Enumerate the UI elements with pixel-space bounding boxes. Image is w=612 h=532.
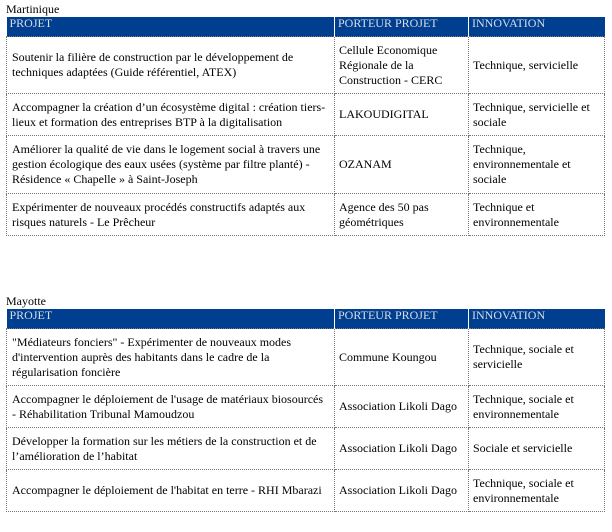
column-header-innovation: INNOVATION <box>469 309 605 329</box>
cell-porteur: Cellule Economique Régionale de la Construction - CERC <box>335 37 469 94</box>
cell-innovation: Technique, servicielle et sociale <box>469 94 605 136</box>
cell-innovation: Technique, sociale et servicielle <box>469 329 605 386</box>
cell-innovation: Technique, sociale et environnementale <box>469 470 605 512</box>
table-row <box>7 386 605 428</box>
cell-innovation: Technique, environnementale et sociale <box>469 136 605 194</box>
table-row <box>7 428 605 470</box>
cell-projet: Accompagner le déploiement de l'habitat en terre - RHI Mbarazi <box>7 470 335 512</box>
table-header-row <box>7 17 605 37</box>
section-title-martinique: Martinique <box>6 2 60 16</box>
projects-table-martinique <box>6 17 605 236</box>
table-row <box>7 94 605 136</box>
projects-table-mayotte <box>6 309 605 512</box>
cell-porteur: Agence des 50 pas géométriques <box>335 194 469 236</box>
column-header-projet: PROJET <box>7 17 335 37</box>
table-row <box>7 194 605 236</box>
cell-porteur: LAKOUDIGITAL <box>335 94 469 136</box>
cell-innovation: Technique et environnementale <box>469 194 605 236</box>
table-row <box>7 329 605 386</box>
column-header-porteur-projet: PORTEUR PROJET <box>335 17 469 37</box>
cell-projet: Accompagner la création d’un écosystème digital : création tiers-lieux et formation des entreprises BTP à la digitalisation <box>7 94 335 136</box>
cell-projet: Expérimenter de nouveaux procédés constructifs adaptés aux risques naturels - Le Prêcheur <box>7 194 335 236</box>
column-header-projet: PROJET <box>7 309 335 329</box>
cell-projet: Soutenir la filière de construction par le développement de techniques adaptées (Guide référentiel, ATEX) <box>7 37 335 94</box>
cell-porteur: Association Likoli Dago <box>335 386 469 428</box>
table-row <box>7 136 605 194</box>
cell-innovation: Technique, sociale et environnementale <box>469 386 605 428</box>
column-header-innovation: INNOVATION <box>469 17 605 37</box>
cell-projet: Accompagner le déploiement de l'usage de matériaux biosourcés - Réhabilitation Tribunal Mamoudzou <box>7 386 335 428</box>
cell-porteur: Association Likoli Dago <box>335 470 469 512</box>
cell-innovation: Technique, servicielle <box>469 37 605 94</box>
cell-porteur: OZANAM <box>335 136 469 194</box>
table-row <box>7 470 605 512</box>
cell-innovation: Sociale et servicielle <box>469 428 605 470</box>
cell-projet: Améliorer la qualité de vie dans le logement social à travers une gestion écologique des eaux usées (système par filtre planté) - Résidence « Chapelle » à Saint-Joseph <box>7 136 335 194</box>
cell-projet: Développer la formation sur les métiers de la construction et de l’amélioration de l’habitat <box>7 428 335 470</box>
table-header-row <box>7 309 605 329</box>
section-title-mayotte: Mayotte <box>6 294 46 308</box>
cell-porteur: Commune Koungou <box>335 329 469 386</box>
cell-porteur: Association Likoli Dago <box>335 428 469 470</box>
cell-projet: "Médiateurs fonciers" - Expérimenter de nouveaux modes d'intervention auprès des habitants dans le cadre de la régularisation foncière <box>7 329 335 386</box>
table-row <box>7 37 605 94</box>
column-header-porteur-projet: PORTEUR PROJET <box>335 309 469 329</box>
